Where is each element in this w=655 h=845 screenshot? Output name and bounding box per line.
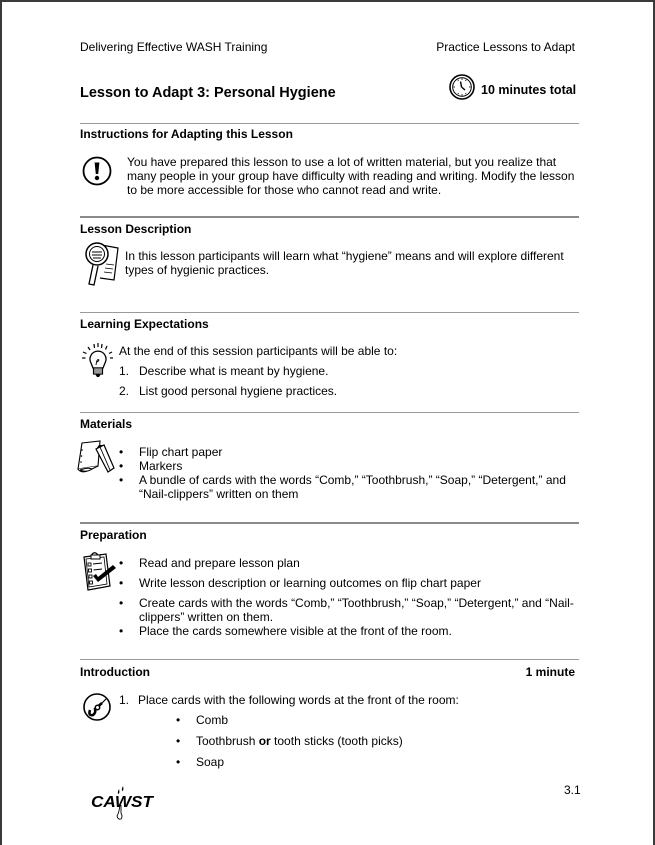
running-header-left: Delivering Effective WASH Training [80,40,268,54]
section-divider [80,412,579,413]
lesson-title: Lesson to Adapt 3: Personal Hygiene [80,85,336,101]
svg-text:CAWST: CAWST [91,794,155,811]
list-item: • A bundle of cards with the words “Comb,” “Toothbrush,” “Soap,” “Detergent,” and “Nail-clippers” written on them [119,473,566,501]
paper-pencil-icon [76,440,118,481]
section-divider [80,522,579,524]
clipboard-check-icon [78,550,118,597]
section-title-preparation: Preparation [80,528,147,542]
lesson-duration [449,74,576,105]
list-item: • Read and prepare lesson plan [119,556,300,570]
introduction-step-text: Place cards with the following words at the front of the room: [138,693,459,707]
list-item: • Toothbrush or tooth sticks (tooth picks) [176,734,403,748]
expectations-list [119,364,337,398]
section-title-introduction: Introduction [80,665,150,679]
expectations-intro: At the end of this session participants will be able to: [119,344,398,358]
section-title-instructions: Instructions for Adapting this Lesson [80,127,293,141]
card-words-list [176,713,403,769]
section-title-materials: Materials [80,417,133,431]
list-item: 1. Describe what is meant by hygiene. [119,364,329,378]
section-divider [80,312,579,313]
cawst-logo [90,785,156,826]
description-text: In this lesson participants will learn what “hygiene” means and will explore different types of hygienic practices. [125,249,564,277]
clock-icon [449,74,475,105]
section-title-description: Lesson Description [80,222,192,236]
list-item: • Flip chart paper [119,445,223,459]
section-title-expectations: Learning Expectations [80,317,209,331]
materials-list [119,445,584,501]
duration-label: 10 minutes total [481,82,577,97]
running-header-right: Practice Lessons to Adapt [436,40,575,54]
preparation-list [119,556,584,638]
list-item: • Comb [176,713,229,727]
exclamation-icon [82,156,112,191]
section-divider [80,659,579,660]
lightbulb-icon [80,342,116,383]
instructions-text: You have prepared this lesson to use a lot of written material, but you realize that many people in your group have difficulty with reading and writing. Modify the lesson to be more accessible for those who cannot read and write. [127,155,575,197]
list-item: • Soap [176,755,225,769]
list-item: • Write lesson description or learning outcomes on flip chart paper [119,576,481,590]
section-divider [80,216,579,218]
introduction-step: 1. [119,693,130,707]
list-item: • Create cards with the words “Comb,” “Toothbrush,” “Soap,” “Detergent,” and “Nail-clippers” written on them. [119,596,574,624]
introduction-duration: 1 minute [525,665,575,679]
page-number: 3.1 [564,783,581,797]
list-item: • Markers [119,459,183,473]
list-item: 2. List good personal hygiene practices. [119,384,338,398]
list-item: • Place the cards somewhere visible at the front of the room. [119,624,452,638]
hook-icon [82,692,112,727]
magnifier-document-icon [84,240,122,293]
section-divider [80,123,579,124]
